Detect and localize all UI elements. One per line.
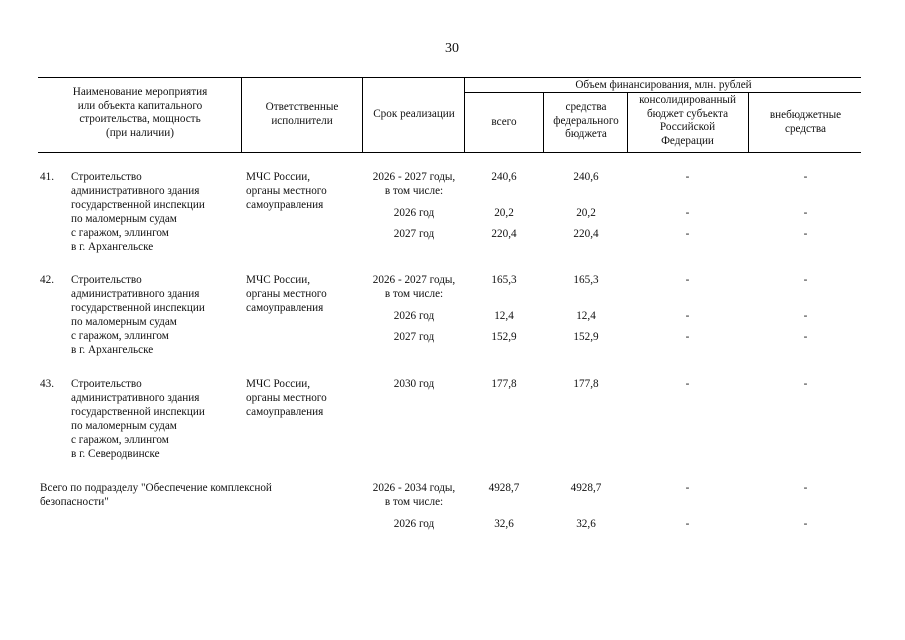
row-consolidated: - — [685, 331, 690, 343]
row-responsible: МЧС России, органы местного самоуправления — [246, 171, 327, 211]
row-consolidated: - — [685, 274, 690, 286]
col-divider-1 — [241, 77, 242, 152]
row-federal: 152,9 — [573, 331, 599, 343]
row-federal: 165,3 — [573, 274, 599, 286]
page-number: 30 — [445, 41, 459, 56]
header-consolidated: консолидированный бюджет субъекта Российской Федерации — [639, 94, 736, 147]
summary-total: 4928,7 — [488, 482, 520, 494]
row-total: 240,6 — [491, 171, 517, 183]
row-number: 41. — [40, 171, 54, 183]
col-divider-6 — [748, 92, 749, 152]
row-number: 43. — [40, 378, 54, 390]
row-extrabudget: - — [803, 207, 808, 219]
row-term: 2026 - 2027 годы, в том числе: — [372, 274, 456, 300]
row-consolidated: - — [685, 228, 690, 240]
row-federal: 177,8 — [573, 378, 599, 390]
row-federal: 220,4 — [573, 228, 599, 240]
row-extrabudget: - — [803, 228, 808, 240]
header-bottom-rule — [38, 152, 861, 153]
row-name: Строительство административного здания государственной инспекции по маломерным судам с гаражом, эллингом в г. Архангельске — [71, 274, 205, 356]
row-federal: 12,4 — [576, 310, 596, 322]
summary-term: 2026 год — [393, 518, 435, 530]
row-total: 177,8 — [491, 378, 517, 390]
row-extrabudget: - — [803, 274, 808, 286]
col-divider-2 — [362, 77, 363, 152]
header-extrabudget: внебюджетные средства — [769, 109, 842, 135]
row-term: 2027 год — [393, 228, 435, 240]
summary-label: Всего по подразделу "Обеспечение комплексной безопасности" — [40, 482, 272, 508]
row-term: 2027 год — [393, 331, 435, 343]
row-responsible: МЧС России, органы местного самоуправления — [246, 378, 327, 418]
row-consolidated: - — [685, 378, 690, 390]
summary-term: 2026 - 2034 годы, в том числе: — [372, 482, 456, 508]
row-number: 42. — [40, 274, 54, 286]
row-total: 20,2 — [494, 207, 514, 219]
row-term: 2026 год — [393, 207, 435, 219]
summary-consolidated: - — [685, 518, 690, 530]
row-term: 2026 - 2027 годы, в том числе: — [372, 171, 456, 197]
row-total: 220,4 — [491, 228, 517, 240]
row-consolidated: - — [685, 171, 690, 183]
row-name: Строительство административного здания государственной инспекции по маломерным судам с гаражом, эллингом в г. Архангельске — [71, 171, 205, 253]
header-funding-group: Объем финансирования, млн. рублей — [575, 79, 752, 91]
col-divider-4 — [543, 92, 544, 152]
summary-consolidated: - — [685, 482, 690, 494]
row-term: 2030 год — [393, 378, 435, 390]
header-federal: средства федерального бюджета — [553, 101, 619, 140]
col-divider-3 — [464, 77, 465, 152]
row-extrabudget: - — [803, 331, 808, 343]
row-total: 165,3 — [491, 274, 517, 286]
header-top-rule — [38, 77, 861, 78]
summary-extrabudget: - — [803, 518, 808, 530]
row-responsible: МЧС России, органы местного самоуправления — [246, 274, 327, 314]
row-extrabudget: - — [803, 378, 808, 390]
header-responsible: Ответственные исполнители — [265, 101, 339, 127]
row-name: Строительство административного здания государственной инспекции по маломерным судам с гаражом, эллингом в г. Северодвинске — [71, 378, 205, 460]
row-total: 12,4 — [494, 310, 514, 322]
summary-federal: 32,6 — [576, 518, 596, 530]
row-consolidated: - — [685, 207, 690, 219]
row-federal: 20,2 — [576, 207, 596, 219]
row-total: 152,9 — [491, 331, 517, 343]
row-extrabudget: - — [803, 171, 808, 183]
summary-total: 32,6 — [494, 518, 514, 530]
summary-federal: 4928,7 — [570, 482, 602, 494]
header-name: Наименование мероприятия или объекта капитального строительства, мощность (при наличии) — [72, 86, 208, 139]
header-term: Срок реализации — [373, 108, 455, 120]
row-extrabudget: - — [803, 310, 808, 322]
row-term: 2026 год — [393, 310, 435, 322]
row-consolidated: - — [685, 310, 690, 322]
summary-extrabudget: - — [803, 482, 808, 494]
row-federal: 240,6 — [573, 171, 599, 183]
header-total: всего — [491, 116, 517, 128]
